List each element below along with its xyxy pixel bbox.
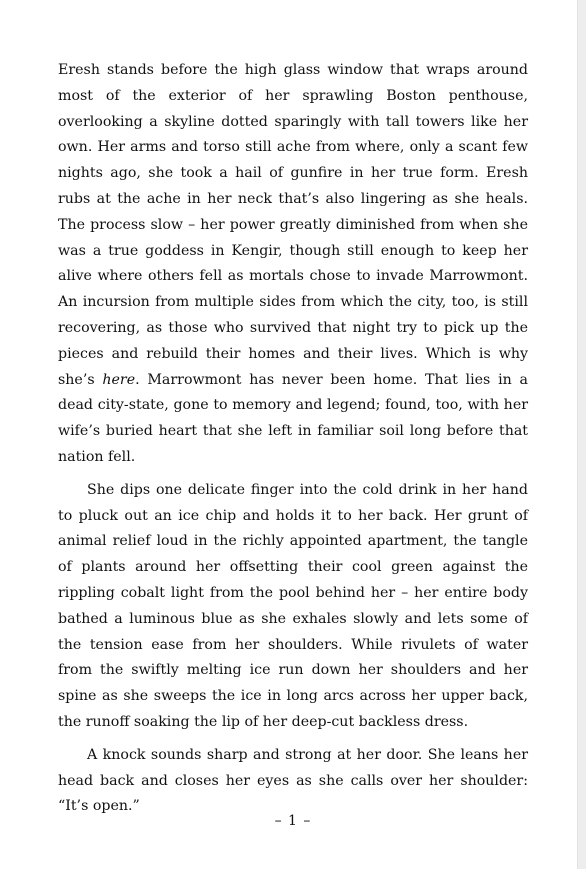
paragraph-3: A knock sounds sharp and strong at her door. She leans her head back and closes her eyes as she calls over her shoulder: “It’s open.” <box>58 746 528 815</box>
paragraph-1-text-end: . Marrowmont has never been home. That lies in a dead city-state, gone to memory and legend; found, too, with her wife’s buried heart that she left in familiar soil long before that nation fell. <box>58 371 528 465</box>
page-number: – 1 – <box>274 813 312 829</box>
paragraph-1-italic-word: here <box>102 371 136 388</box>
paragraph-1 <box>58 58 528 471</box>
paragraph-1-text: Eresh stands before the high glass window that wraps around most of the exterior of her sprawling Boston penthouse, overlooking a skyline dotted sparingly with tall towers like her own. Her arms and torso still ache from where, only a scant few nights ago, she took a hail of gunfire in her true form. Eresh rubs at the ache in her neck that’s also lingering as she heals. The process slow – her power greatly diminished from when she was a true goddess in Kengir, though still enough to keep her alive where others fell as mortals chose to invade Marrowmont. An incursion from multiple sides from which the city, too, is still recovering, as those who survived that night try to pick up the pieces and rebuild their homes and their lives. Which is why she’s <box>58 62 528 388</box>
paragraph-2: She dips one delicate finger into the cold drink in her hand to pluck out an ice chip and holds it to her back. Her grunt of animal relief loud in the richly appointed apartment, the tangle of plants around her offsetting their cool green against the rippling cobalt light from the pool behind her – her entire body bathed a luminous blue as she exhales slowly and lets some of the tension ease from her shoulders. While rivulets of water from the swiftly melting ice run down her shoulders and her spine as she sweeps the ice in long arcs across her upper back, the runoff soaking the lip of her deep-cut backless dress. <box>58 481 528 730</box>
page-edge <box>577 0 586 869</box>
body-text <box>58 58 528 820</box>
